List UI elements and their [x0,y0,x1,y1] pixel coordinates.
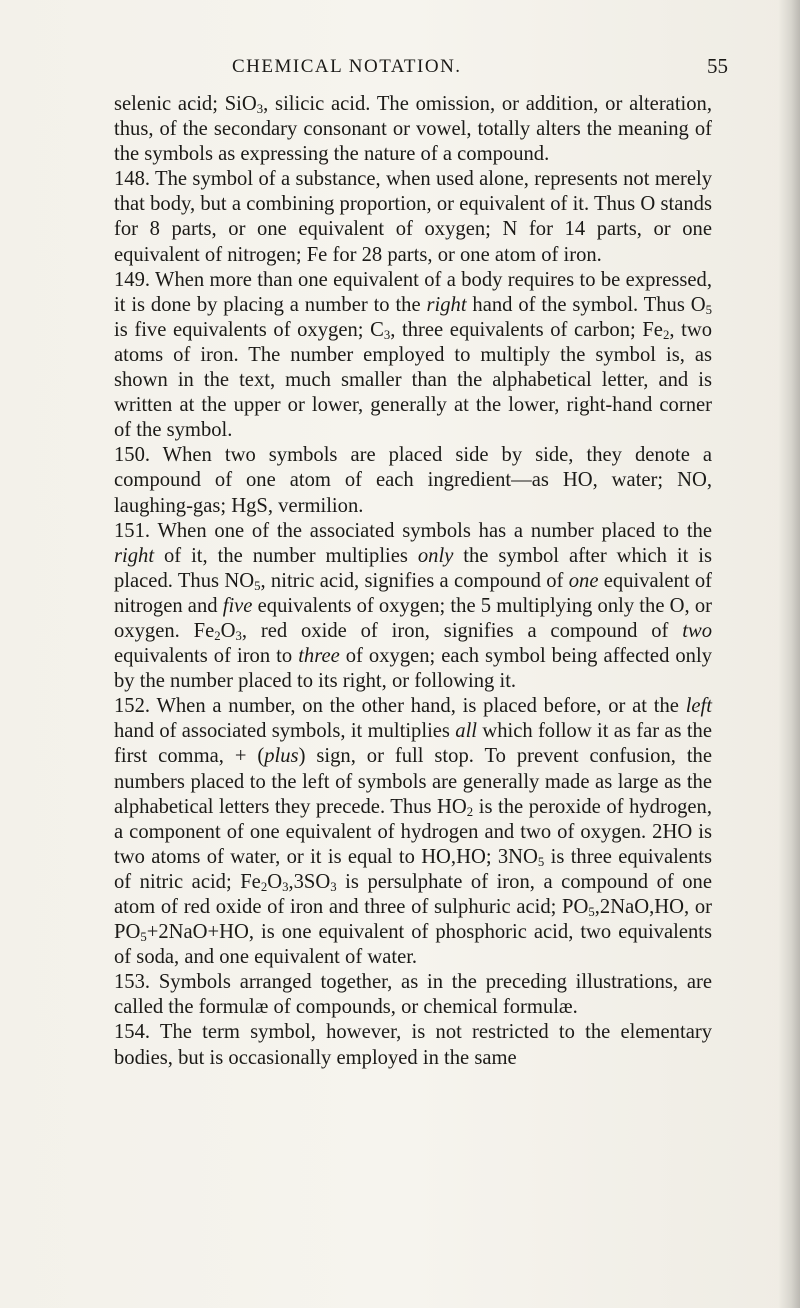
page-number: 55 [707,54,728,78]
page-edge-shadow [778,0,800,1308]
paragraph-152: 152. When a number, on the other hand, is placed before, or at the left hand of associated symbols, it multiplies all which follow it as far as the first comma, + (plus) sign, or full stop. To prevent confusion, the numbers placed to the left of symbols are generally made as large as the alphabetical letters they precede. Thus $HO_2$ is the peroxide of hydrogen, a component of one equivalent of hydrogen and two of oxygen. 2HO is two atoms of water, or it is equal to HO,HO; $3NO_5$ is three equivalents of nitric acid; $Fe_2O_3,3SO_3$ is persulphate of iron, a compound of one atom of red oxide of iron and three of sulphuric acid; $PO_5,2NaO,HO$, or $PO_5+2NaO+HO$, is one equivalent of phosphoric acid, two equivalents of soda, and one equivalent of water. [114,695,712,969]
paragraph-151: 151. When one of the associated symbols has a number placed to the right of it, the number multiplies only the symbol after which it is placed. Thus $NO_5$, nitric acid, signifies a compound of one equivalent of nitrogen and five equivalents of oxygen; the 5 multiplying only the O, or oxygen. $Fe_2O_3$, red oxide of iron, signifies a compound of two equivalents of iron to three of oxygen; each symbol being affected only by the number placed to its right, or following it. [114,519,712,693]
paragraph-149: 149. When more than one equivalent of a body requires to be expressed, it is done by placing a number to the right hand of the symbol. Thus $O_5$ is five equivalents of oxygen; $C_3$, three equivalents of carbon; $Fe_2$, two atoms of iron. The number employed to multiply the symbol is, as shown in the text, much smaller than the alphabetical letter, and is written at the upper or lower, generally at the lower, right-hand corner of the symbol. [114,268,713,442]
paragraph-154: 154. The term symbol, however, is not restricted to the elementary bodies, but is occasionally employed in the same [114,1021,712,1069]
paragraph-148: 148. The symbol of a substance, when used alone, represents not merely that body, but a combining proportion, or equivalent of it. Thus O stands for 8 parts, or one equivalent of oxygen; N for 14 parts, or one equivalent of nitrogen; Fe for 28 parts, or one atom of iron. [114,168,712,266]
paragraph-continuation: selenic acid; SiO$_3$, silicic acid. The omission, or addition, or alteration, thus, of the secondary consonant or vowel, totally alters the meaning of the symbols as expressing the nature of a compound. [114,93,713,166]
page-header [0,52,800,82]
paragraph-150: 150. When two symbols are placed side by side, they denote a compound of one atom of each ingredient—as HO, water; NO, laughing-gas; HgS, vermilion. [114,444,712,517]
body-text [114,92,712,1071]
paragraph-153: 153. Symbols arranged together, as in the preceding illustrations, are called the formulæ of compounds, or chemical formulæ. [114,971,712,1019]
running-title: CHEMICAL NOTATION. [232,56,462,77]
